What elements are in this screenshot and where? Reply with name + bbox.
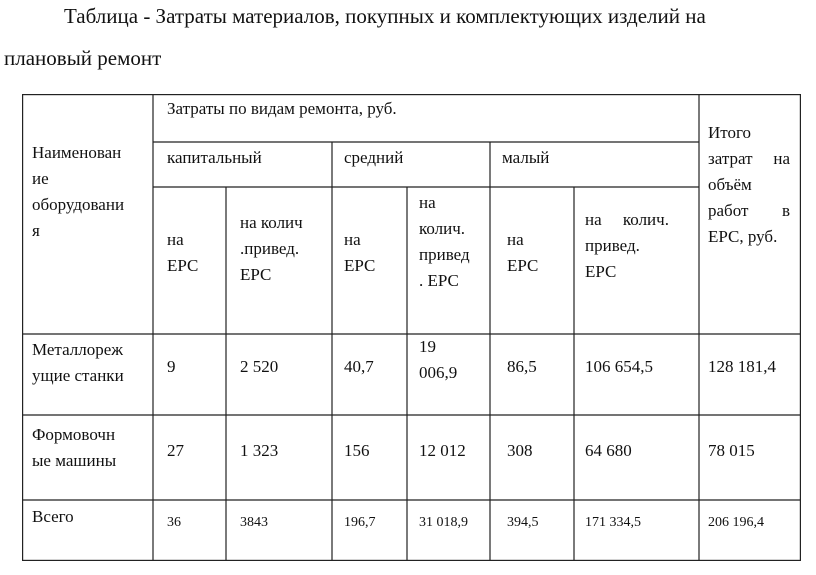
row2-total: 78 015 <box>708 441 755 460</box>
row2-mal-priv: 64 680 <box>585 441 632 460</box>
header-text: на колич. <box>585 210 669 229</box>
header-text: ЕРС <box>344 256 376 275</box>
header-text: Наименован <box>32 143 122 162</box>
header-text: ЕРС <box>167 256 199 275</box>
header-name-col <box>32 140 148 244</box>
row2-kap-priv: 1 323 <box>240 441 279 460</box>
header-text: я <box>32 221 40 240</box>
subheader-kap-ers <box>167 227 198 279</box>
header-text: ие <box>32 169 49 188</box>
table-caption-line1: Таблица - Затраты материалов, покупных и комплектующих изделий на <box>64 4 706 28</box>
row-total-kap-priv: 3843 <box>240 515 268 530</box>
row1-name <box>32 337 124 389</box>
subheader-mal-ers <box>507 227 538 279</box>
header-text: . ЕРС <box>419 271 459 290</box>
cell-text: Формовочн <box>32 425 116 444</box>
header-text: затрат на <box>708 149 790 168</box>
table-caption-line2: плановый ремонт <box>4 46 162 70</box>
cell-text: ые машины <box>32 451 117 470</box>
header-group: Затраты по видам ремонта, руб. <box>167 99 397 118</box>
row-total-mal-ers: 394,5 <box>507 515 539 530</box>
row1-mal-priv: 106 654,5 <box>585 357 653 376</box>
subheader-mal-priv <box>585 207 688 285</box>
header-text: привед. <box>585 236 640 255</box>
header-text: оборудовани <box>32 195 125 214</box>
row2-sred-priv: 12 012 <box>419 441 466 460</box>
row1-sred-priv <box>419 334 457 386</box>
row1-sred-ers: 40,7 <box>344 357 374 376</box>
subheader-sred-priv <box>419 190 470 294</box>
header-repair-kapital: капитальный <box>167 148 262 167</box>
header-text: на колич <box>240 213 303 232</box>
header-text: ЕРС, руб. <box>708 227 778 246</box>
header-text: Итого <box>708 123 752 142</box>
costs-table <box>22 94 801 561</box>
header-text: ЕРС <box>585 262 617 281</box>
header-text: на <box>167 230 184 249</box>
row-total-sred-priv: 31 018,9 <box>419 515 468 530</box>
header-repair-malyy: малый <box>502 148 550 167</box>
subheader-sred-ers <box>344 227 375 279</box>
cell-text: 006,9 <box>419 363 458 382</box>
cell-text: ущие станки <box>32 366 124 385</box>
header-text: .привед. <box>240 239 300 258</box>
row2-mal-ers: 308 <box>507 441 533 460</box>
row-total-total: 206 196,4 <box>708 515 764 530</box>
row-total-name: Всего <box>32 507 74 526</box>
row-total-mal-priv: 171 334,5 <box>585 515 641 530</box>
header-text: ЕРС <box>507 256 539 275</box>
cell-text: Металлореж <box>32 340 124 359</box>
header-text: работ в <box>708 201 790 220</box>
header-text: на <box>344 230 361 249</box>
row1-mal-ers: 86,5 <box>507 357 537 376</box>
header-repair-sredniy: средний <box>344 148 404 167</box>
row2-name <box>32 422 116 474</box>
row1-kap-ers: 9 <box>167 357 176 376</box>
header-text: на <box>419 193 436 212</box>
cell-text: 19 <box>419 337 436 356</box>
header-text: колич. <box>419 219 466 238</box>
row1-total: 128 181,4 <box>708 357 776 376</box>
row-total-kap-ers: 36 <box>167 515 181 530</box>
header-text: объём <box>708 175 752 194</box>
row2-kap-ers: 27 <box>167 441 184 460</box>
row2-sred-ers: 156 <box>344 441 370 460</box>
subheader-kap-priv <box>240 210 303 288</box>
header-text: на <box>507 230 524 249</box>
row-total-sred-ers: 196,7 <box>344 515 376 530</box>
header-total-col <box>708 120 790 250</box>
row1-kap-priv: 2 520 <box>240 357 279 376</box>
header-text: привед <box>419 245 470 264</box>
header-text: ЕРС <box>240 265 272 284</box>
